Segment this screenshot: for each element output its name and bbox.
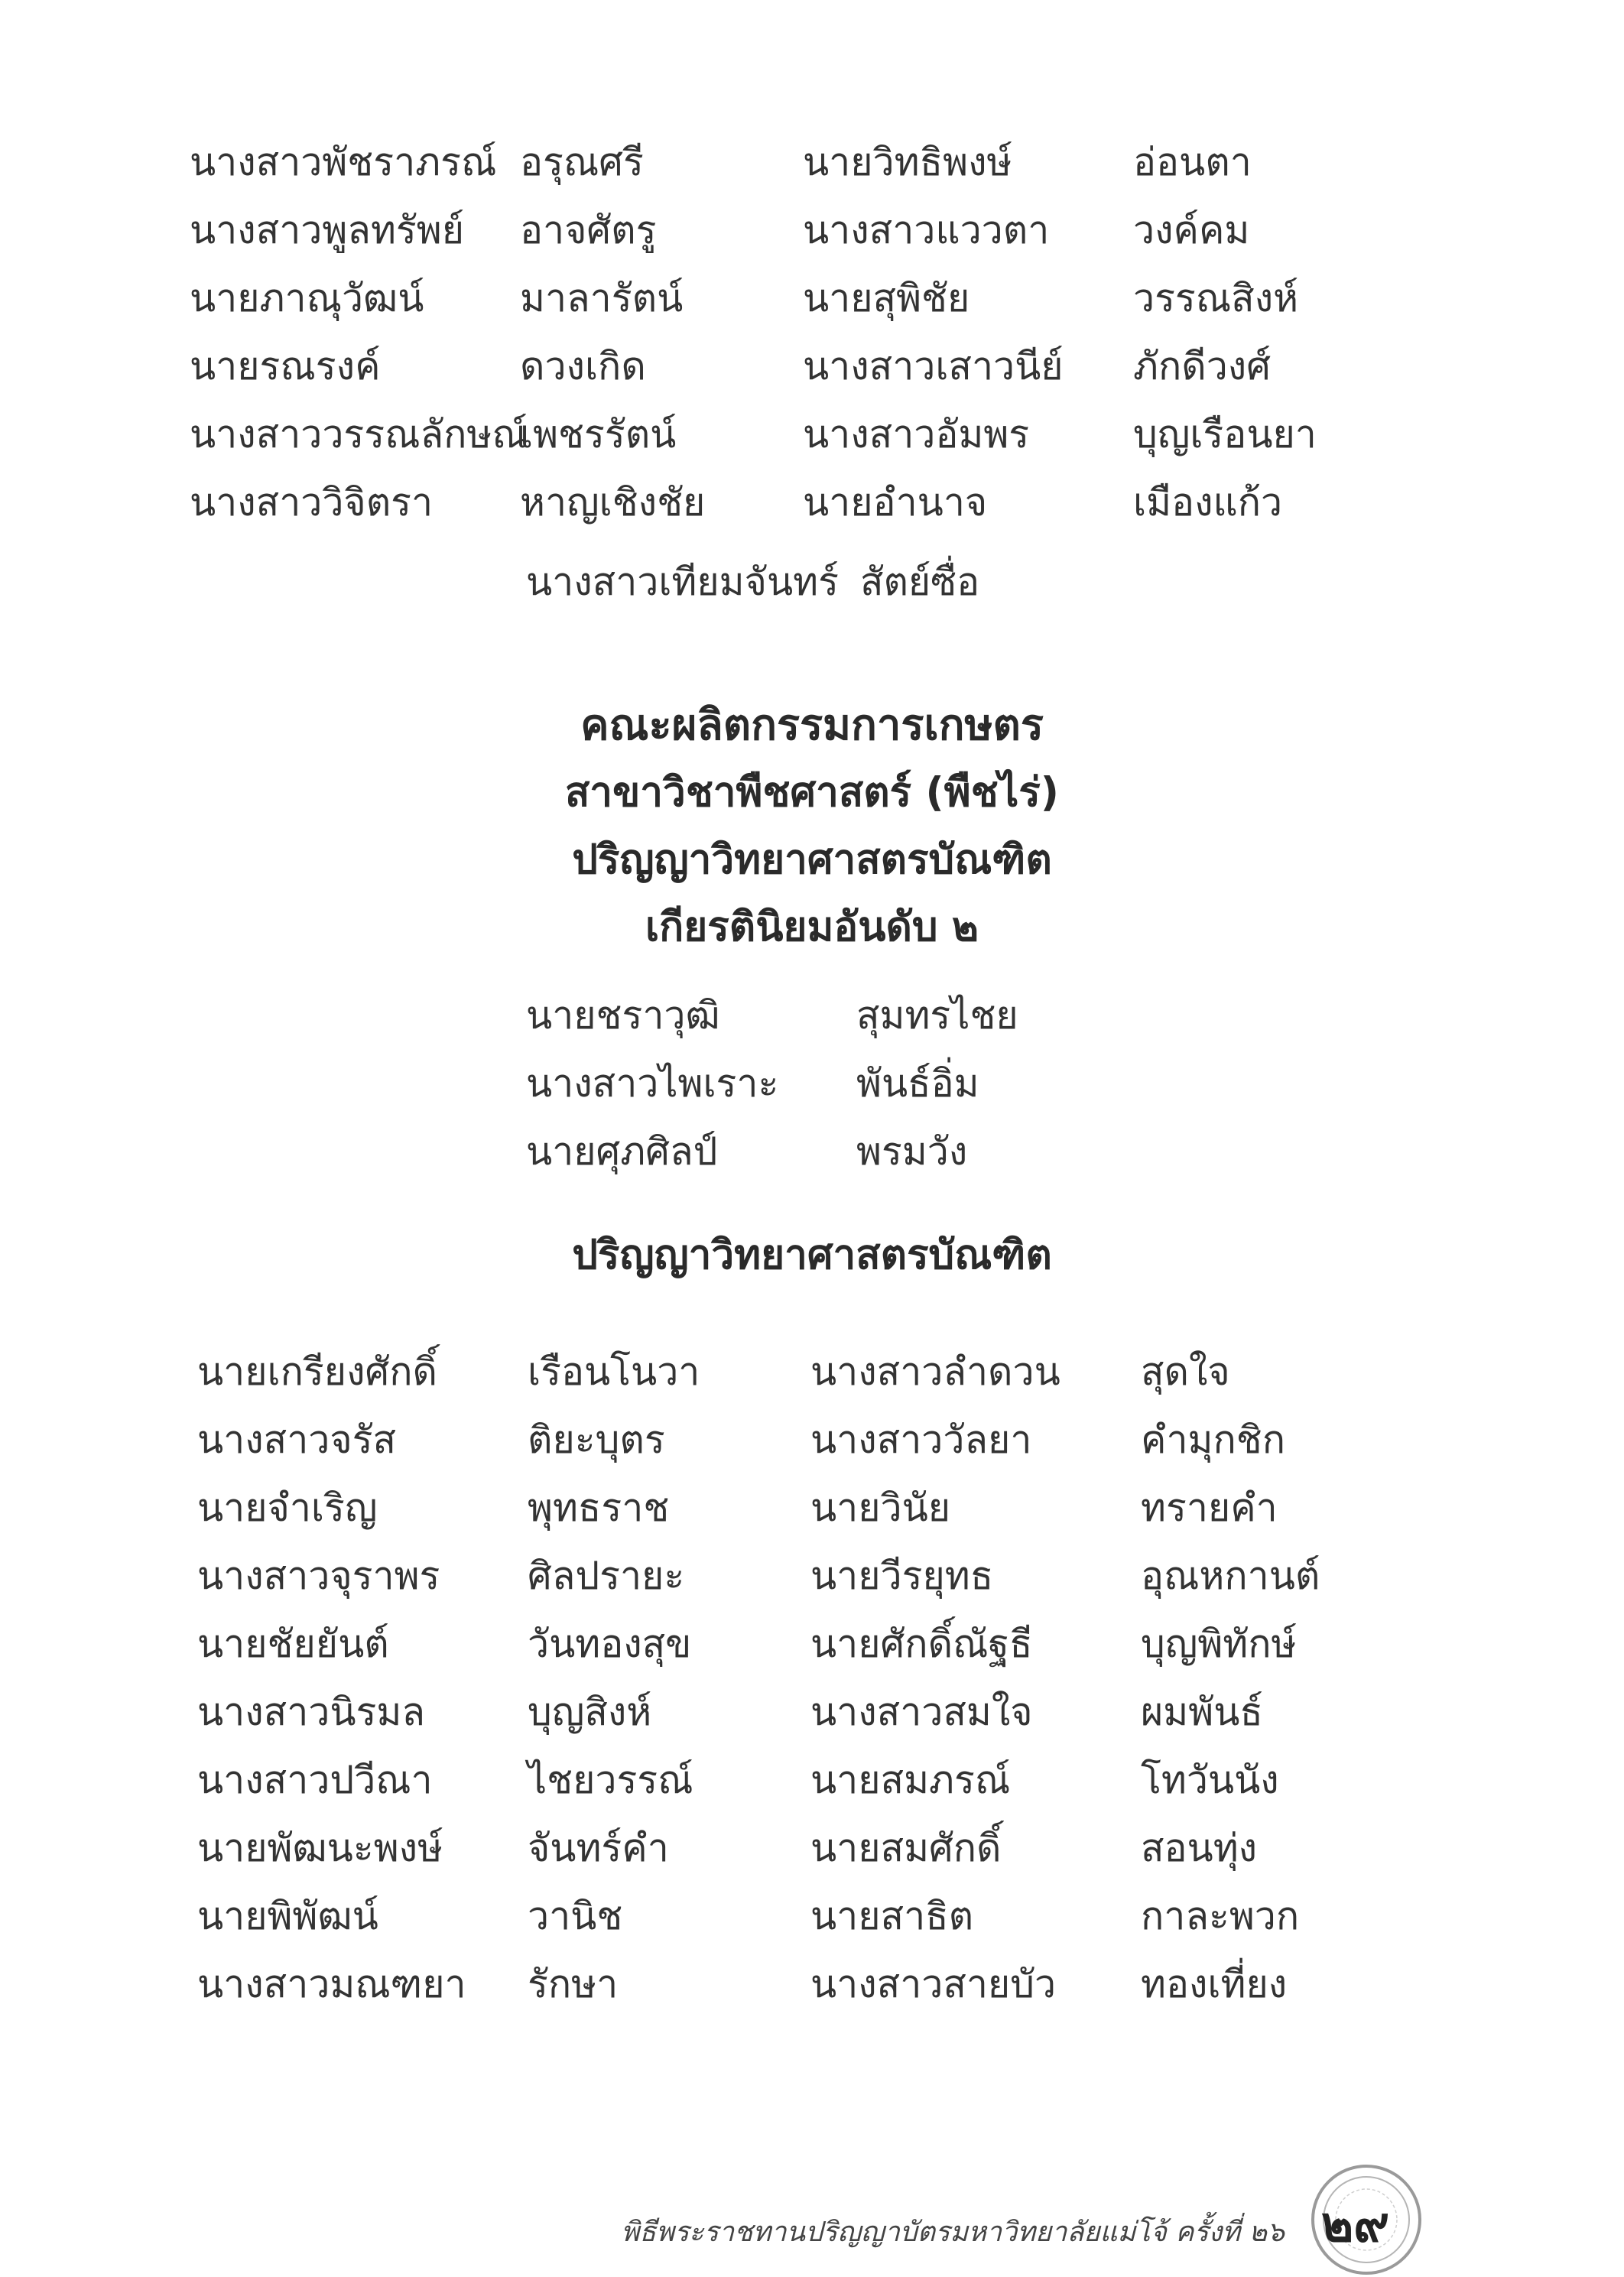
last-name: คำมุกชิก	[1141, 1418, 1285, 1462]
first-name: นางสาวจุราพร	[197, 1554, 440, 1598]
first-name: นางสาวปวีณา	[197, 1758, 433, 1802]
first-name: นายสมภรณ์	[810, 1758, 1011, 1802]
first-name: นายอำนาจ	[803, 480, 988, 525]
last-name: อาจศัตรู	[520, 208, 657, 252]
last-name: อรุณศรี	[520, 140, 644, 184]
last-name: บุญพิทักษ์	[1141, 1622, 1297, 1666]
last-name: เรือนโนวา	[528, 1350, 700, 1394]
footer-ceremony-text: พิธีพระราชทานปริญญาบัตรมหาวิทยาลัยแม่โจ้ ครั้งที่ ๒๖	[621, 2217, 1285, 2248]
last-name: บุญสิงห์	[528, 1690, 652, 1734]
last-name: ดวงเกิด	[520, 344, 646, 388]
first-name: นางสาวไพเราะ	[526, 1061, 779, 1106]
first-name: นางสาวสมใจ	[810, 1690, 1033, 1734]
last-name: ไชยวรรณ์	[528, 1758, 693, 1802]
last-name: จันทร์คำ	[528, 1826, 669, 1870]
last-name: กาละพวก	[1141, 1894, 1300, 1938]
last-name: พุทธราช	[528, 1486, 670, 1530]
last-name: สุมทรไชย	[856, 993, 1018, 1038]
first-name: นางสาววิจิตรา	[190, 480, 434, 525]
first-name: นายสุพิชัย	[803, 276, 970, 320]
first-name: นายชราวุฒิ	[526, 993, 720, 1038]
last-name: เพชรรัตน์	[520, 412, 677, 456]
first-name: นางสาวจรัส	[197, 1418, 397, 1462]
last-name: ผมพันธ์	[1141, 1690, 1263, 1734]
degree-subheading: ปริญญาวิทยาศาสตรบัณฑิต	[572, 1232, 1052, 1278]
graduate-list-bottom	[197, 1338, 1370, 2019]
last-name: อุณหกานต์	[1141, 1554, 1320, 1598]
last-name: วงค์คม	[1133, 208, 1250, 252]
first-name: นางสาวแววตา	[803, 208, 1050, 252]
first-name: นายศักดิ์ณัฐธี	[810, 1622, 1033, 1666]
first-name: นางสาวลำดวน	[810, 1350, 1060, 1394]
last-name: สัตย์ซื่อ	[859, 560, 980, 604]
last-name: ทองเที่ยง	[1141, 1962, 1288, 2006]
graduate-list-top	[190, 128, 1363, 537]
first-name: นางสาวเสาวนีย์	[803, 344, 1064, 388]
last-name: บุญเรือนยา	[1133, 412, 1317, 456]
first-name: นายพิพัฒน์	[197, 1894, 378, 1938]
major-title: สาขาวิชาพืชศาสตร์ (พืชไร่)	[564, 769, 1060, 816]
first-name: นางสาวอัมพร	[803, 412, 1030, 456]
section-heading	[0, 692, 1624, 961]
last-name: วันทองสุข	[528, 1622, 692, 1666]
honor-list	[526, 982, 1086, 1186]
first-name: นายวินัย	[810, 1486, 951, 1530]
last-name: ติยะบุตร	[528, 1418, 665, 1462]
first-name: นางสาวพัชราภรณ์	[190, 140, 497, 184]
first-name: นางสาวพูลทรัพย์	[190, 208, 465, 252]
first-name: นายจำเริญ	[197, 1486, 378, 1530]
last-name: พันธ์อิ่ม	[856, 1061, 979, 1106]
last-name: สอนทุ่ง	[1141, 1826, 1258, 1870]
first-name: นางสาวนิรมล	[197, 1690, 425, 1734]
degree-title: ปริญญาวิทยาศาสตรบัณฑิต	[572, 836, 1052, 883]
first-name: นางสาวสายบัว	[810, 1962, 1057, 2006]
last-name: วานิช	[528, 1894, 623, 1938]
last-name: รักษา	[528, 1962, 619, 2006]
last-name: สุดใจ	[1141, 1350, 1230, 1394]
first-name: นายสมศักดิ์	[810, 1826, 1002, 1870]
last-name: โทวันนัง	[1141, 1758, 1279, 1802]
first-name: นายวิทธิพงษ์	[803, 140, 1012, 184]
last-name: เมืองแก้ว	[1133, 480, 1283, 525]
first-name: นางสาววรรณลักษณ์	[190, 412, 528, 456]
last-name: พรมวัง	[856, 1129, 968, 1174]
last-name: วรรณสิงห์	[1133, 276, 1299, 320]
honor-title: เกียรตินิยมอันดับ ๒	[645, 904, 979, 950]
first-name: นายภาณุวัฒน์	[190, 276, 424, 320]
first-name: นายสาธิต	[810, 1894, 974, 1938]
first-name: นายศุภศิลป์	[526, 1129, 718, 1174]
faculty-title: คณะผลิตกรรมการเกษตร	[580, 700, 1044, 750]
graduate-list-extra-row	[526, 548, 979, 616]
first-name: นางสาวเทียมจันทร์	[526, 560, 839, 604]
first-name: นายวีรยุทธ	[810, 1554, 994, 1598]
first-name: นายเกรียงศักดิ์	[197, 1350, 437, 1394]
first-name: นายรณรงค์	[190, 344, 381, 388]
last-name: อ่อนตา	[1133, 140, 1252, 184]
first-name: นางสาววัลยา	[810, 1418, 1032, 1462]
page-number: ๒๙	[1321, 2197, 1390, 2253]
last-name: ศิลปรายะ	[528, 1554, 685, 1598]
last-name: ทรายคำ	[1141, 1486, 1278, 1530]
first-name: นางสาวมณฑยา	[197, 1962, 466, 2006]
last-name: ภักดีวงศ์	[1133, 344, 1271, 388]
first-name: นายชัยยันต์	[197, 1622, 389, 1666]
first-name: นายพัฒนะพงษ์	[197, 1826, 443, 1870]
last-name: มาลารัตน์	[520, 276, 684, 320]
last-name: หาญเชิงชัย	[520, 480, 706, 525]
